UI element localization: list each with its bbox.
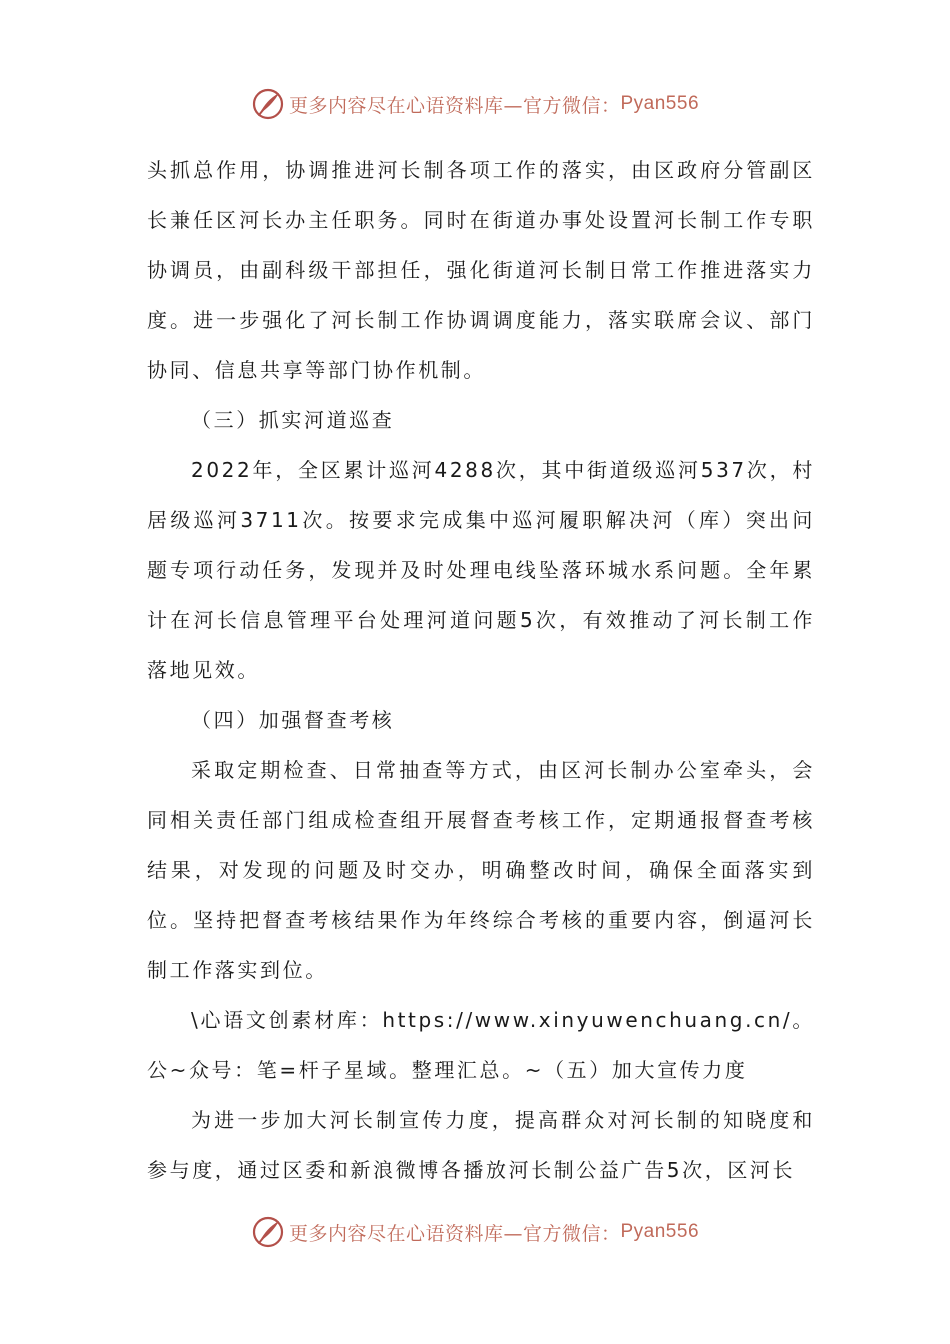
banner-text: 更多内容尽在心语资料库—官方微信： [288,1222,621,1245]
header-watermark-banner [0,84,950,124]
section-heading-4: （四）加强督查考核 [191,708,395,732]
paragraph-river-patrol: 2022年，全区累计巡河4288次，其中街道级巡河537次，村居级巡河3711次。按要求完成集中巡河履职解决河（库）突出问题专项行动任务，发现并及时处理电线坠落环城水系问题。全年累计在河长信息管理平台处理河道问题5次，有效推动了河长制工作落地见效。 [147,458,815,682]
footer-watermark-banner [0,1212,950,1252]
banner-wechat-id: Pyan556 [620,1221,700,1242]
document-body [147,145,815,1195]
paragraph-source-note: \心语文创素材库：https://www.xinyuwenchuang.cn/。公~众号：笔=杆子星域。整理汇总。~（五）加大宣传力度 [147,1008,815,1082]
banner-text: 更多内容尽在心语资料库—官方微信： [288,94,621,117]
paragraph-coordination: 头抓总作用，协调推进河长制各项工作的落实，由区政府分管副区长兼任区河长办主任职务。同时在街道办事处设置河长制工作专职协调员，由副科级干部担任，强化街道河长制日常工作推进落实力度。进一步强化了河长制工作协调调度能力，落实联席会议、部门协同、信息共享等部门协作机制。 [147,158,815,382]
quill-pen-logo-icon [251,87,285,121]
paragraph-publicity: 为进一步加大河长制宣传力度，提高群众对河长制的知晓度和参与度，通过区委和新浪微博各播放河长制公益广告5次，区河长 [147,1108,815,1182]
section-heading-3: （三）抓实河道巡查 [191,408,395,432]
quill-pen-logo-icon [251,1215,285,1249]
paragraph-supervision: 采取定期检查、日常抽查等方式，由区河长制办公室牵头，会同相关责任部门组成检查组开展督查考核工作，定期通报督查考核结果，对发现的问题及时交办，明确整改时间，确保全面落实到位。坚持把督查考核结果作为年终综合考核的重要内容，倒逼河长制工作落实到位。 [147,758,815,982]
banner-wechat-id: Pyan556 [620,93,700,114]
